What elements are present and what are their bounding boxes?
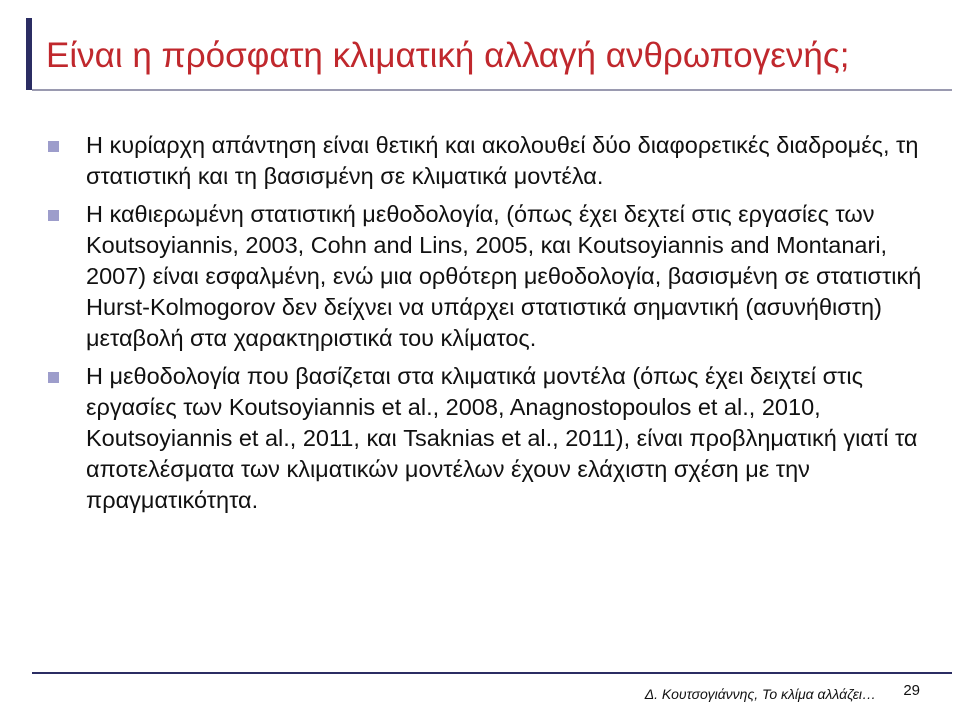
page-number: 29 — [903, 682, 920, 699]
bullet-item — [48, 361, 928, 516]
bullet-item — [48, 130, 928, 192]
bullet-text: Η μεθοδολογία που βασίζεται στα κλιματικά μοντέλα (όπως έχει δειχτεί στις εργασίες των Koutsoyiannis et al., 2008, Anagnostopoulos et al., 2010, Koutsoyiannis et al., 2011, και Tsaknias et al., 2011), είναι προβληματική γιατί τα αποτελέσματα των κλιματικών μοντέλων έχουν ελάχιστη σχέση με την πραγματικότητα. — [86, 363, 918, 513]
bullet-item — [48, 199, 928, 354]
footer-divider — [32, 672, 952, 674]
square-bullet-icon — [48, 210, 59, 221]
bullet-text: Η καθιερωμένη στατιστική μεθοδολογία, (όπως έχει δεχτεί στις εργασίες των Koutsoyiannis, 2003, Cohn and Lins, 2005, και Koutsoyiannis and Montanari, 2007) είναι εσφαλμένη, ενώ μια ορθότερη μεθοδολογία, βασισμένη σε στατιστική Hurst-Kolmogorov δεν δείχνει να υπάρχει στατιστικά σημαντική (ασυνήθιστη) μεταβολή στα χαρακτηριστικά του κλίματος. — [86, 201, 922, 351]
slide-title: Είναι η πρόσφατη κλιματική αλλαγή ανθρωπογενής; — [46, 36, 850, 75]
title-accent-bar — [26, 18, 32, 90]
square-bullet-icon — [48, 141, 59, 152]
bullet-list — [48, 130, 928, 523]
title-divider — [32, 89, 952, 91]
square-bullet-icon — [48, 372, 59, 383]
footer-author-title: Δ. Κουτσογιάννης, Το κλίμα αλλάζει… — [644, 686, 876, 702]
bullet-text: Η κυρίαρχη απάντηση είναι θετική και ακολουθεί δύο διαφορετικές διαδρομές, τη στατιστική και τη βασισμένη σε κλιματικά μοντέλα. — [86, 132, 919, 189]
